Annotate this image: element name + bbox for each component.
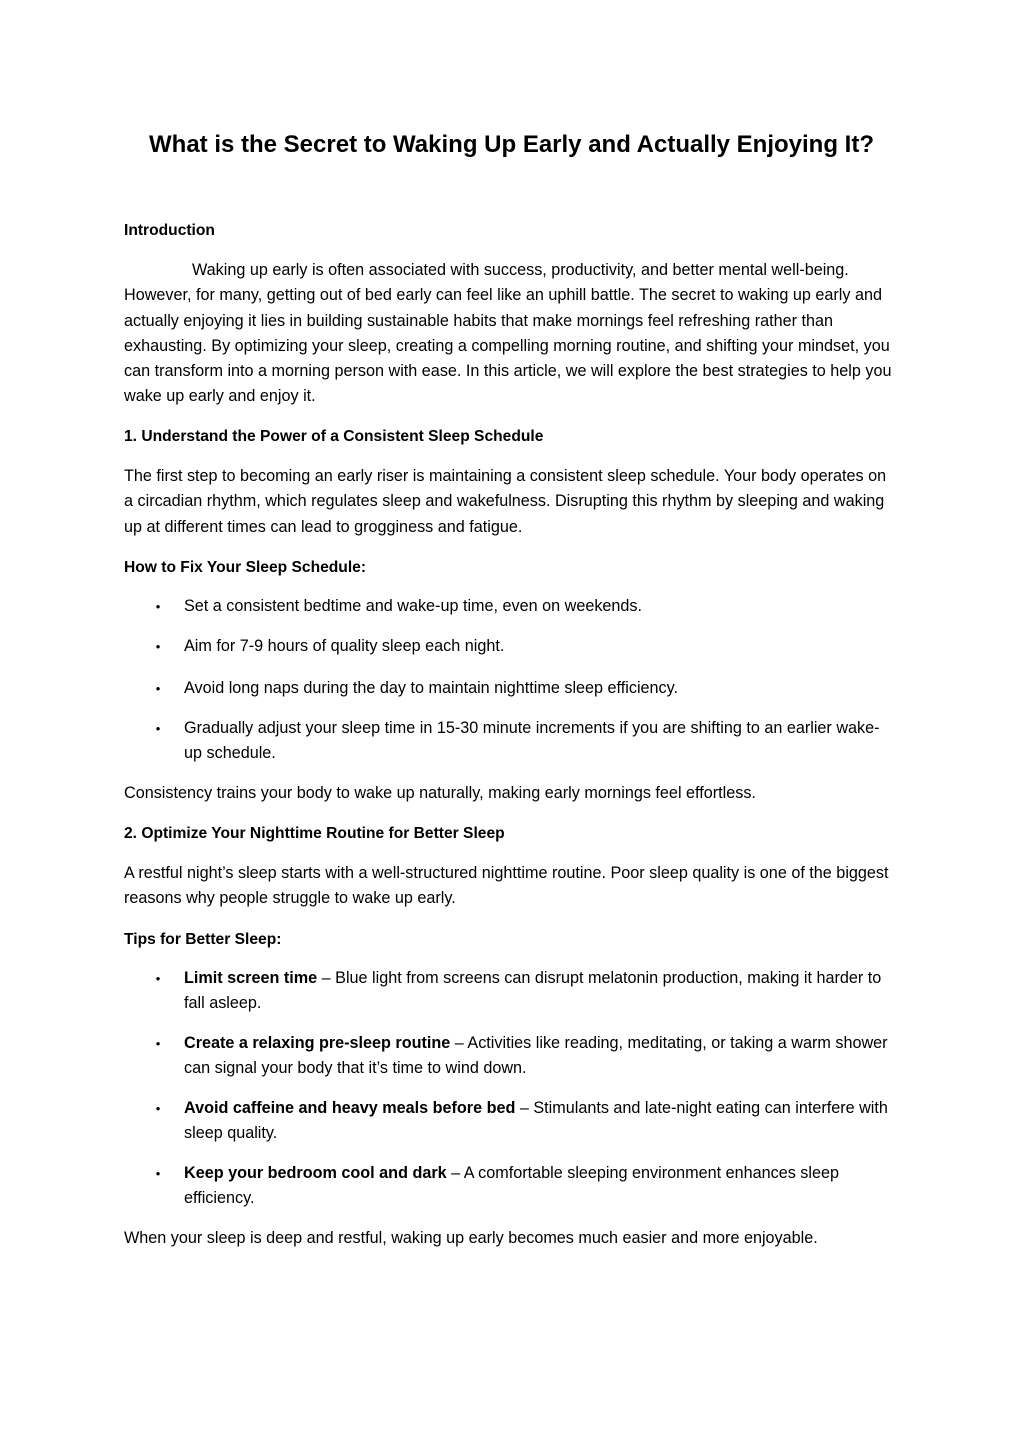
bullet-icon: • xyxy=(155,1036,161,1051)
tip-text: – A comfortable sleeping environment enhances sleep efficiency. xyxy=(184,1164,840,1208)
tip-text: – Activities like reading, meditating, or taking a warm shower can signal your body that it’s time to wind down. xyxy=(184,1034,888,1078)
section2-heading: 2. Optimize Your Nighttime Routine for Better Sleep xyxy=(124,825,505,842)
intro-paragraph: Waking up early is often associated with success, productivity, and better mental well-being. However, for many, getting out of bed early can feel like an uphill battle. The secret to waking up early and actually enjoying it lies in building sustainable habits that make mornings feel refreshing rather than exhausting. By optimizing your sleep, creating a compelling morning routine, and shifting your mindset, you can transform into a morning person with ease. In this article, we will explore the best strategies to help you wake up early and enjoy it. xyxy=(124,261,892,406)
bullet-icon: • xyxy=(155,681,161,696)
list-item-text: Aim for 7-9 hours of quality sleep each night. xyxy=(184,637,505,655)
tip-lead: Create a relaxing pre-sleep routine xyxy=(184,1034,451,1052)
list-item-text: Set a consistent bedtime and wake-up time, even on weekends. xyxy=(184,597,643,615)
bullet-icon: • xyxy=(155,639,161,654)
list-item xyxy=(155,594,896,619)
tip-lead: Limit screen time xyxy=(184,969,318,987)
list-item xyxy=(155,634,896,659)
section1-paragraph: The first step to becoming an early riser is maintaining a consistent sleep schedule. Your body operates on a circadian rhythm, which regulates sleep and wakefulness. Disrupting this rhythm by sleeping and waking up at different times can lead to grogginess and fatigue. xyxy=(124,467,887,536)
bullet-icon: • xyxy=(155,1166,161,1181)
list-item xyxy=(155,966,896,1017)
bullet-icon: • xyxy=(155,1101,161,1116)
list-item xyxy=(155,1031,896,1082)
intro-heading: Introduction xyxy=(124,222,215,239)
list-item xyxy=(155,1161,896,1212)
section2-closing: When your sleep is deep and restful, waking up early becomes much easier and more enjoyable. xyxy=(124,1229,818,1247)
list-item-text: Avoid long naps during the day to maintain nighttime sleep efficiency. xyxy=(184,679,679,697)
tip-text: – Stimulants and late-night eating can interfere with sleep quality. xyxy=(184,1099,888,1143)
section2-paragraph: A restful night’s sleep starts with a well-structured nighttime routine. Poor sleep quality is one of the biggest reasons why people struggle to wake up early. xyxy=(124,864,889,908)
list-item xyxy=(155,716,896,767)
tip-lead: Avoid caffeine and heavy meals before bed xyxy=(184,1099,516,1117)
section1-heading: 1. Understand the Power of a Consistent Sleep Schedule xyxy=(124,428,544,445)
bullet-icon: • xyxy=(155,599,161,614)
list-item-text: Gradually adjust your sleep time in 15-30 minute increments if you are shifting to an earlier wake-up schedule. xyxy=(184,719,880,763)
page-title: What is the Secret to Waking Up Early and Actually Enjoying It? xyxy=(149,131,874,158)
tip-text: – Blue light from screens can disrupt melatonin production, making it harder to fall asleep. xyxy=(184,969,882,1013)
list-item xyxy=(155,1096,896,1147)
bullet-icon: • xyxy=(155,971,161,986)
bullet-icon: • xyxy=(155,721,161,736)
tip-lead: Keep your bedroom cool and dark xyxy=(184,1164,447,1182)
section1-closing: Consistency trains your body to wake up naturally, making early mornings feel effortless. xyxy=(124,784,756,802)
section2-subheading: Tips for Better Sleep: xyxy=(124,931,282,948)
list-item xyxy=(155,676,896,701)
section1-subheading: How to Fix Your Sleep Schedule: xyxy=(124,559,367,576)
